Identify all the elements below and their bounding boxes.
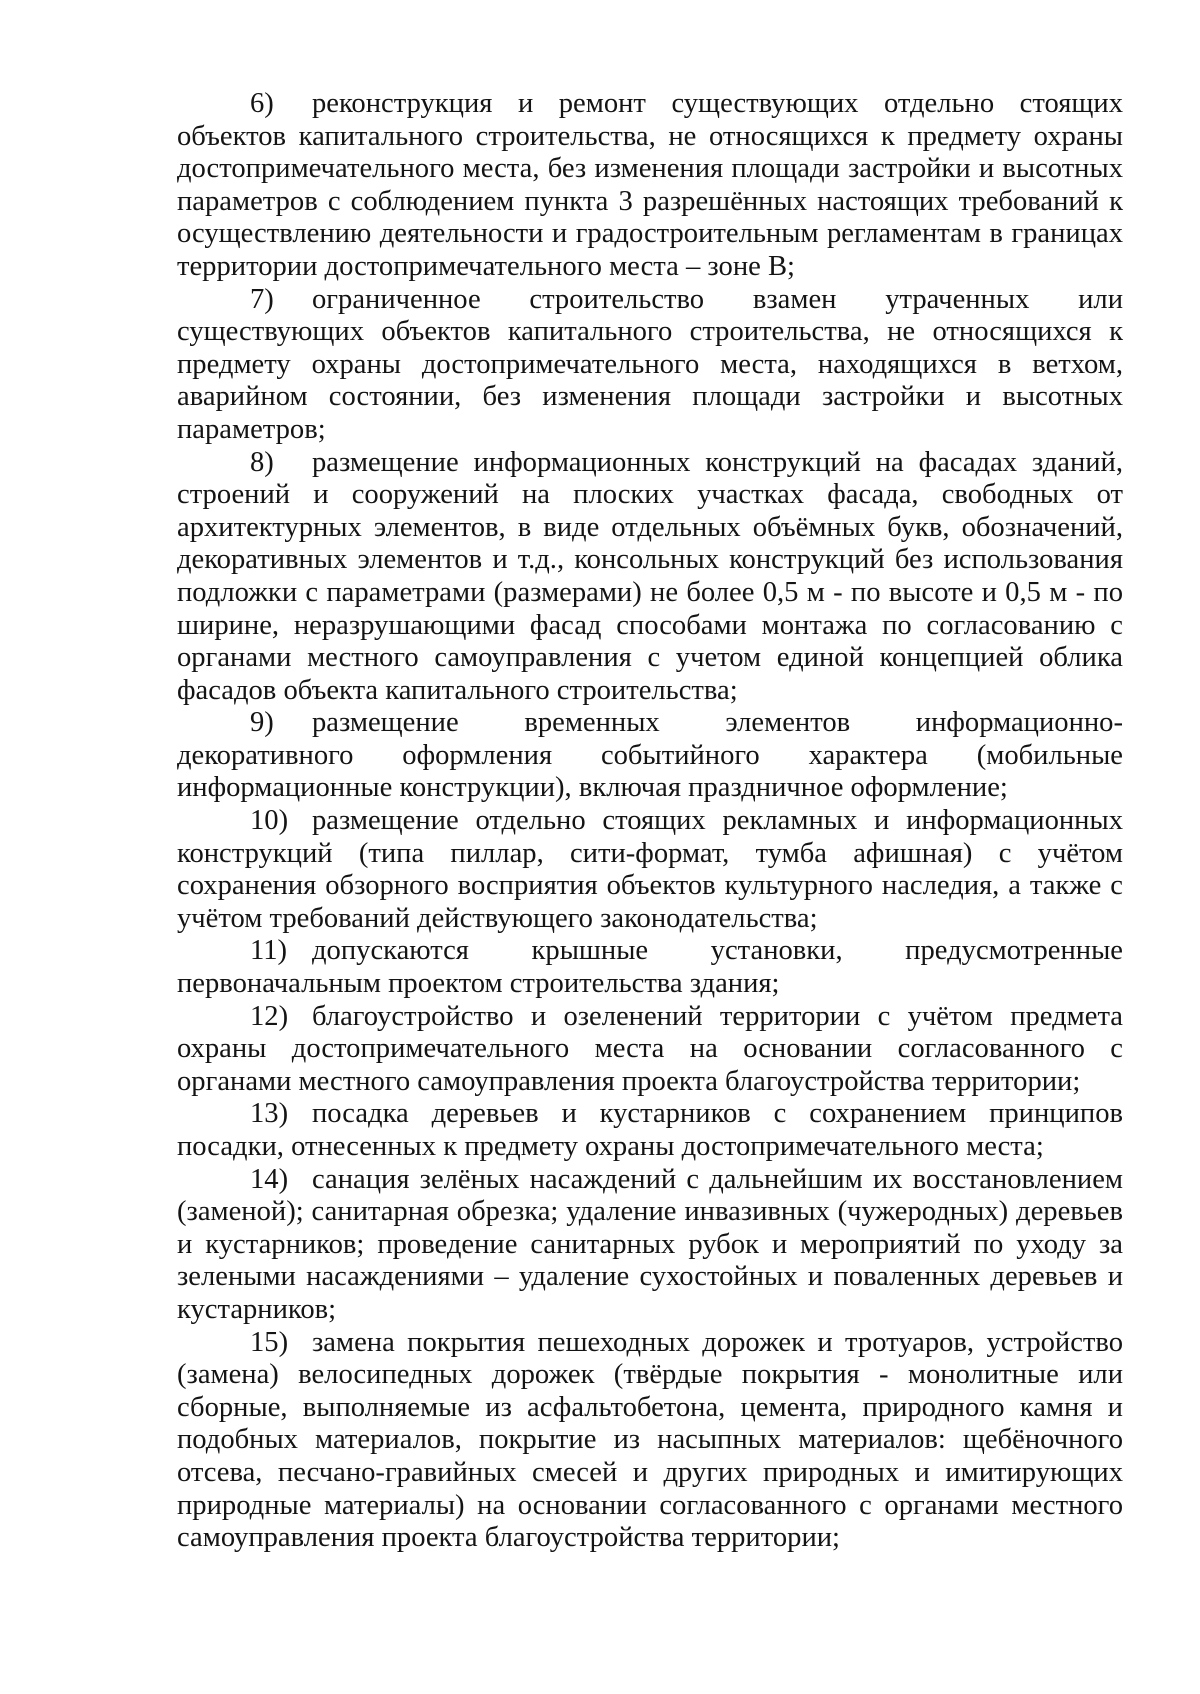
- list-item-7: [177, 284, 1123, 447]
- item-text: благоустройство и озеленений территории с учётом предмета охраны достопримечательного места на основании согласованного с органами местного самоуправления проекта благоустройства территории;: [177, 1000, 1123, 1097]
- item-number: 14): [250, 1163, 289, 1195]
- item-text: посадка деревьев и кустарников с сохранением принципов посадки, отнесенных к предмету охраны достопримечательного места;: [177, 1098, 1123, 1162]
- list-item-11: [177, 935, 1123, 1000]
- list-item-13: [177, 1098, 1123, 1163]
- list-item-14: [177, 1164, 1123, 1327]
- list-item-10: [177, 805, 1123, 935]
- item-number: 11): [250, 935, 288, 967]
- item-number: 10): [250, 805, 289, 837]
- item-text: ограниченное строительство взамен утраченных или существующих объектов капитального строительства, не относящихся к предмету охраны достопримечательного места, находящихся в ветхом, аварийном состоянии, без изменения площади застройки и высотных параметров;: [177, 283, 1123, 445]
- item-number: 15): [250, 1326, 289, 1358]
- document-page: [177, 88, 1123, 1555]
- item-text: размещение информационных конструкций на фасадах зданий, строений и сооружений на плоских участках фасада, свободных от архитектурных элементов, в виде отдельных объёмных букв, обозначений, декоративных элементов и т.д., консольных конструкций без использования подложки с параметрами (размерами) не более 0,5 м - по высоте и 0,5 м - по ширине, неразрушающими фасад способами монтажа по согласованию с органами местного самоуправления с учетом единой концепцией облика фасадов объекта капитального строительства;: [177, 446, 1123, 706]
- item-number: 12): [250, 1000, 289, 1032]
- item-number: 6): [250, 88, 274, 119]
- item-text: допускаются крышные установки, предусмотренные первоначальным проектом строительства здания;: [177, 935, 1123, 1000]
- item-text: замена покрытия пешеходных дорожек и тротуаров, устройство (замена) велосипедных дорожек (твёрдые покрытия - монолитные или сборные, выполняемые из асфальтобетона, цемента, природного камня и подобных материалов, покрытие из насыпных материалов: щебёночного отсева, песчано-гравийных смесей и других природных и имитирующих природные материалы) на основании согласованного с органами местного самоуправления проекта благоустройства территории;: [177, 1326, 1123, 1554]
- item-number: 7): [250, 283, 274, 315]
- list-item-12: [177, 1001, 1123, 1099]
- list-item-15: [177, 1327, 1123, 1555]
- list-item-6: [177, 88, 1123, 284]
- item-text: размещение отдельно стоящих рекламных и информационных конструкций (типа пиллар, сити-формат, тумба афишная) с учётом сохранения обзорного восприятия объектов культурного наследия, а также с учётом требований действующего законодательства;: [177, 805, 1123, 934]
- item-number: 8): [250, 446, 274, 478]
- item-text: реконструкция и ремонт существующих отдельно стоящих объектов капитального строительства, не относящихся к предмету охраны достопримечательного места, без изменения площади застройки и высотных параметров с соблюдением пункта 3 разрешённых настоящих требований к осуществлению деятельности и градостроительным регламентам в границах территории достопримечательного места – зоне В;: [177, 88, 1123, 282]
- list-item-9: [177, 707, 1123, 805]
- item-number: 9): [250, 707, 274, 739]
- item-number: 13): [250, 1098, 289, 1130]
- list-item-8: [177, 447, 1123, 708]
- item-text: санация зелёных насаждений с дальнейшим их восстановлением (заменой); санитарная обрезка; удаление инвазивных (чужеродных) деревьев и кустарников; проведение санитарных рубок и мероприятий по уходу за зелеными насаждениями – удаление сухостойных и поваленных деревьев и кустарников;: [177, 1163, 1123, 1325]
- item-text: размещение временных элементов информационно-декоративного оформления событийного характера (мобильные информационные конструкции), включая праздничное оформление;: [177, 707, 1123, 804]
